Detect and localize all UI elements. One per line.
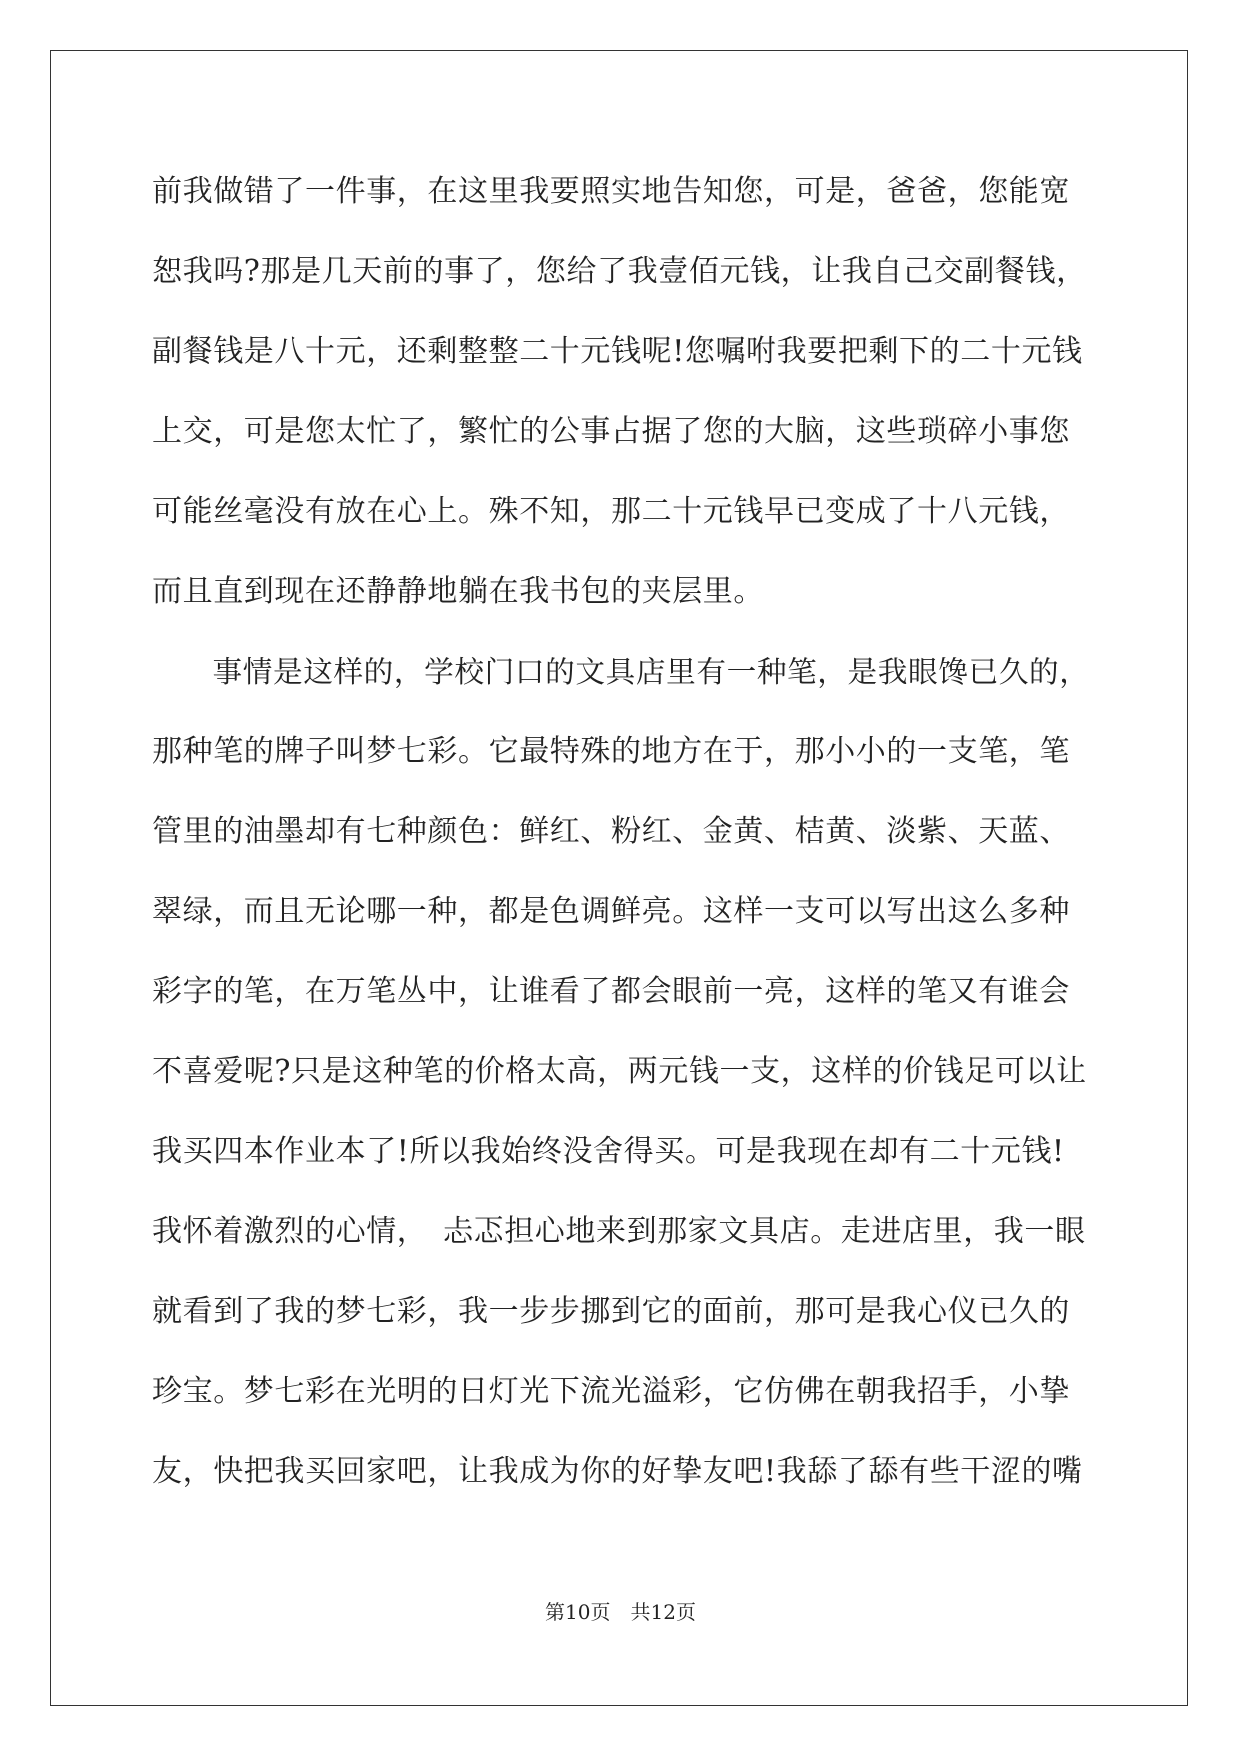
text-line: 管里的油墨却有七种颜色：鲜红、粉红、金黄、桔黄、淡紫、天蓝、 <box>152 814 1070 849</box>
text-line: 事情是这样的，学校门口的文具店里有一种笔，是我眼馋已久的， <box>152 654 1090 689</box>
text-line: 彩字的笔，在万笔丛中，让谁看了都会眼前一亮，这样的笔又有谁会 <box>152 974 1070 1009</box>
text-line: 那种笔的牌子叫梦七彩。它最特殊的地方在于，那小小的一支笔，笔 <box>152 734 1070 769</box>
text-line: 而且直到现在还静静地躺在我书包的夹层里。 <box>152 574 764 609</box>
text-line: 可能丝毫没有放在心上。殊不知，那二十元钱早已变成了十八元钱， <box>152 494 1070 529</box>
text-line: 就看到了我的梦七彩，我一步步挪到它的面前，那可是我心仪已久的 <box>152 1294 1070 1329</box>
text-line: 我怀着激烈的心情， 忐忑担心地来到那家文具店。走进店里，我一眼 <box>152 1214 1086 1249</box>
text-line: 友，快把我买回家吧，让我成为你的好挚友吧!我舔了舔有些干涩的嘴 <box>152 1454 1083 1489</box>
text-line: 恕我吗?那是几天前的事了，您给了我壹佰元钱，让我自己交副餐钱， <box>152 254 1087 289</box>
text-line: 我买四本作业本了!所以我始终没舍得买。可是我现在却有二十元钱! <box>152 1134 1065 1169</box>
text-line: 珍宝。梦七彩在光明的日灯光下流光溢彩，它仿佛在朝我招手，小挚 <box>152 1374 1070 1409</box>
text-line: 上交，可是您太忙了，繁忙的公事占据了您的大脑，这些琐碎小事您 <box>152 414 1070 449</box>
page-number-footer: 第10页 共12页 <box>545 1600 696 1624</box>
text-line: 翠绿，而且无论哪一种，都是色调鲜亮。这样一支可以写出这么多种 <box>152 894 1070 929</box>
text-line: 前我做错了一件事，在这里我要照实地告知您，可是，爸爸，您能宽 <box>152 174 1070 209</box>
text-line: 不喜爱呢?只是这种笔的价格太高，两元钱一支，这样的价钱足可以让 <box>152 1054 1087 1089</box>
text-line: 副餐钱是八十元，还剩整整二十元钱呢!您嘱咐我要把剩下的二十元钱 <box>152 334 1083 369</box>
